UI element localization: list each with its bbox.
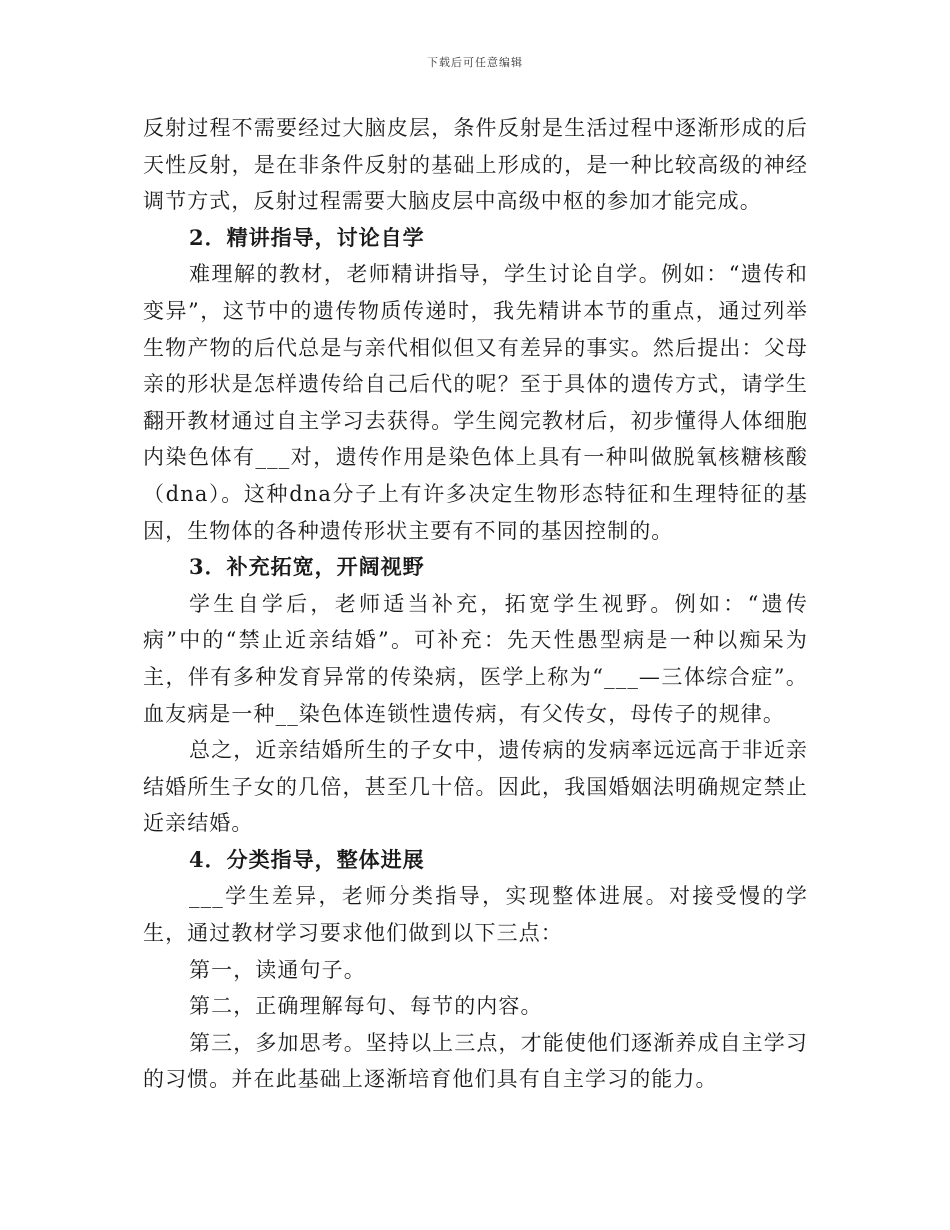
section-2-paragraph: 难理解的教材，老师精讲指导，学生讨论自学。例如：“遗传和变异”，这节中的遗传物质传递时，我先精讲本节的重点，通过列举生物产物的后代总是与亲代相似但又有差异的事实。然后提出：父母亲的形状是怎样遗传给自己后代的呢？至于具体的遗传方式，请学生翻开教材通过自主学习去获得。学生阅完教材后，初步懂得人体细胞内染色体有___对，遗传作用是染色体上具有一种叫做脱氧核糖核酸（dna）。这种dna分子上有许多决定生物形态特征和生理特征的基因，生物体的各种遗传形状主要有不同的基因控制的。 bbox=[143, 262, 808, 543]
document-body bbox=[143, 110, 808, 1098]
section-4-point-2: 第二，正确理解每句、每节的内容。 bbox=[189, 994, 543, 1019]
section-2-heading: 2．精讲指导，讨论自学 bbox=[189, 224, 425, 250]
header-note: 下载后可任意编辑 bbox=[427, 56, 523, 69]
section-3-paragraph-2: 总之，近亲结婚所生的子女中，遗传病的发病率远远高于非近亲结婚所生子女的几倍，甚至几十倍。因此，我国婚姻法明确规定禁止近亲结婚。 bbox=[143, 738, 808, 836]
section-4-point-3: 第三，多加思考。坚持以上三点，才能使他们逐渐养成自主学习的习惯。并在此基础上逐渐培育他们具有自主学习的能力。 bbox=[143, 1030, 808, 1092]
section-4-point-1: 第一，读通句子。 bbox=[189, 957, 366, 982]
intro-paragraph: 反射过程不需要经过大脑皮层，条件反射是生活过程中逐渐形成的后天性反射，是在非条件反射的基础上形成的，是一种比较高级的神经调节方式，反射过程需要大脑皮层中高级中枢的参加才能完成。 bbox=[143, 116, 808, 214]
section-4-paragraph-1: ___学生差异，老师分类指导，实现整体进展。对接受慢的学生，通过教材学习要求他们做到以下三点： bbox=[143, 884, 808, 946]
section-3-paragraph-1: 学生自学后，老师适当补充，拓宽学生视野。例如：“遗传病”中的“禁止近亲结婚”。可补充：先天性愚型病是一种以痴呆为主，伴有多种发育异常的传染病，医学上称为“___—三体综合症”。血友病是一种__染色体连锁性遗传病，有父传女，母传子的规律。 bbox=[143, 591, 808, 726]
section-3-heading: 3．补充拓宽，开阔视野 bbox=[189, 554, 425, 580]
section-4-heading: 4．分类指导，整体进展 bbox=[189, 846, 425, 872]
